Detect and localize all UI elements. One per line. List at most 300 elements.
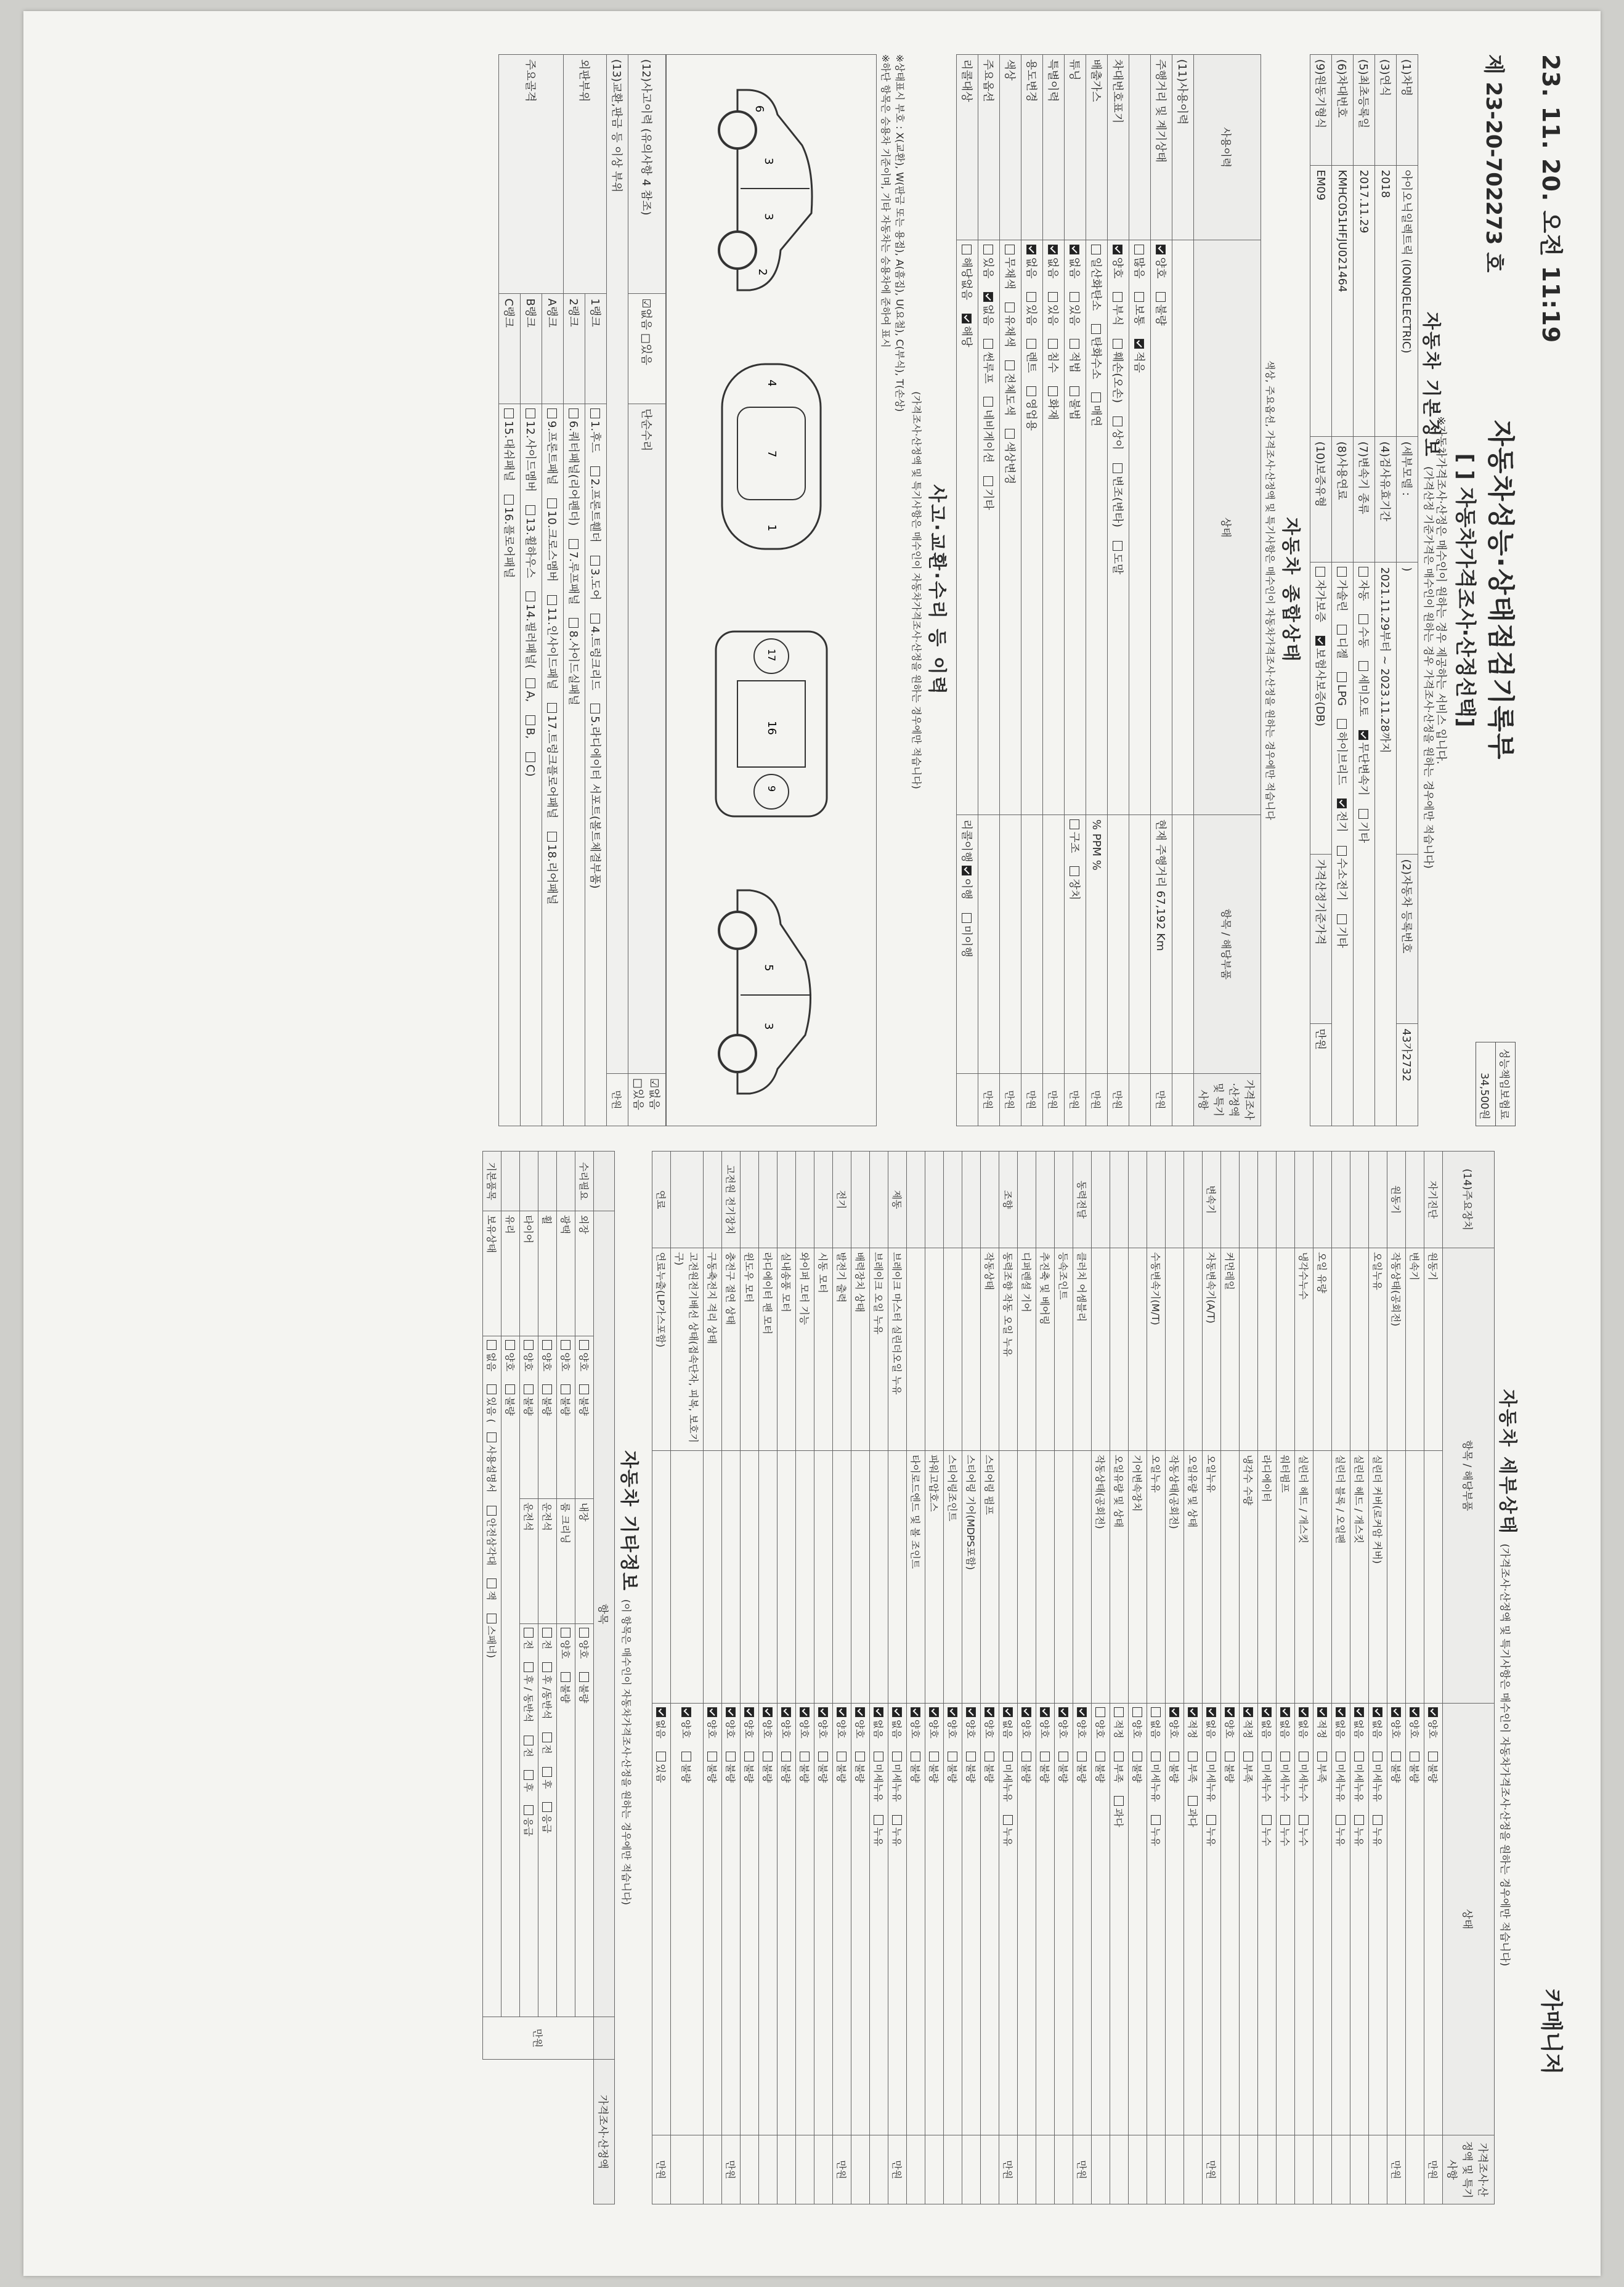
checkbox-unchecked[interactable] bbox=[1280, 1815, 1290, 1825]
detail-category bbox=[1166, 1152, 1184, 1248]
checkbox-unchecked[interactable] bbox=[1315, 567, 1325, 577]
etc-item: 휠 bbox=[538, 1211, 557, 1336]
checkbox-unchecked[interactable] bbox=[590, 556, 600, 566]
checkbox-unchecked[interactable] bbox=[590, 704, 600, 713]
detail-note-value bbox=[1406, 2135, 1424, 2204]
checkbox-checked[interactable] bbox=[1026, 245, 1036, 254]
detail-item bbox=[1092, 1248, 1110, 1451]
checkbox-checked[interactable] bbox=[1077, 1707, 1087, 1717]
detail-category bbox=[777, 1152, 796, 1248]
checkbox-checked[interactable] bbox=[1280, 1707, 1290, 1717]
checkbox-unchecked[interactable] bbox=[542, 1662, 552, 1672]
etc-item: 외장 bbox=[575, 1211, 594, 1336]
detail-item: 변속기 bbox=[1406, 1248, 1424, 1451]
detail-subitem: 워터펌프 bbox=[1277, 1450, 1295, 1703]
part-number-label: 1 bbox=[765, 524, 778, 532]
summary-state: 일산화탄소 탄화수소 매연 bbox=[1086, 240, 1108, 814]
checkbox-unchecked[interactable] bbox=[1336, 1752, 1346, 1761]
checkbox-unchecked[interactable] bbox=[1132, 1707, 1142, 1717]
checkbox-checked[interactable] bbox=[1428, 1707, 1438, 1717]
detail-state: 양호 불량 bbox=[777, 1703, 796, 2135]
checkbox-unchecked[interactable] bbox=[983, 397, 993, 407]
checkbox-unchecked[interactable] bbox=[855, 1752, 865, 1761]
checkbox-unchecked[interactable] bbox=[1410, 1752, 1419, 1761]
detail-subitem bbox=[1424, 1450, 1443, 1703]
basic-info-row bbox=[1397, 55, 1418, 1126]
basic-value-2: 자가보증 보험사보증(DB) bbox=[1310, 563, 1332, 855]
checkbox-checked[interactable] bbox=[962, 314, 972, 323]
etc-state: 양호 불량 bbox=[501, 1336, 520, 2017]
checkbox-unchecked[interactable] bbox=[524, 1384, 534, 1394]
checkbox-unchecked[interactable] bbox=[1134, 245, 1144, 254]
detail-subitem: 실린더 헤드 / 개스킷 bbox=[1295, 1450, 1313, 1703]
detail-item: 자동변속기(A/T) bbox=[1203, 1248, 1221, 1451]
checkbox-unchecked[interactable] bbox=[569, 408, 579, 418]
checkbox-unchecked[interactable] bbox=[1048, 339, 1058, 349]
basic-value-2: ) bbox=[1397, 563, 1418, 855]
checkbox-unchecked[interactable] bbox=[579, 1340, 589, 1350]
checkbox-unchecked[interactable] bbox=[1113, 463, 1123, 473]
checkbox-unchecked[interactable] bbox=[561, 1384, 570, 1394]
checkbox-checked[interactable] bbox=[1134, 339, 1144, 349]
checkbox-unchecked[interactable] bbox=[590, 466, 600, 476]
checkbox-unchecked[interactable] bbox=[1373, 1815, 1382, 1825]
summary-state: 많음 보통 적음 bbox=[1129, 240, 1151, 814]
basic-info-table bbox=[1310, 54, 1418, 1126]
detail-subitem bbox=[1073, 1450, 1092, 1703]
checkbox-checked[interactable] bbox=[911, 1707, 920, 1717]
main-rank-row bbox=[542, 55, 564, 1126]
summary-row bbox=[1172, 55, 1194, 1126]
etc-item-2: 운전석 bbox=[538, 1498, 557, 1623]
summary-state bbox=[1172, 240, 1194, 814]
checkbox-unchecked[interactable] bbox=[524, 1662, 534, 1672]
checkbox-unchecked[interactable] bbox=[892, 1752, 902, 1761]
checkbox-unchecked[interactable] bbox=[744, 1752, 754, 1761]
checkbox-unchecked[interactable] bbox=[1225, 1752, 1235, 1761]
checkbox-unchecked[interactable] bbox=[837, 1752, 847, 1761]
checkbox-unchecked[interactable] bbox=[1026, 339, 1036, 349]
detail-state: 없음 미세누유 누유 bbox=[870, 1703, 888, 2135]
summary-state: 무채색 유채색 전체도색 색상변경 bbox=[1000, 240, 1021, 814]
detail-subitem: 오일유량 및 상태 bbox=[1110, 1450, 1129, 1703]
checkbox-unchecked[interactable] bbox=[763, 1752, 773, 1761]
checkbox-unchecked[interactable] bbox=[542, 1628, 552, 1638]
part-number-label: 17 bbox=[766, 649, 777, 662]
checkbox-unchecked[interactable] bbox=[1358, 567, 1368, 577]
checkbox-checked[interactable] bbox=[763, 1707, 773, 1717]
checkbox-unchecked[interactable] bbox=[524, 1736, 534, 1745]
checkbox-unchecked[interactable] bbox=[1070, 386, 1079, 396]
detail-state: 양호 불량 bbox=[1018, 1703, 1036, 2135]
checkbox-unchecked[interactable] bbox=[1048, 292, 1058, 302]
detail-note-value: 만원 bbox=[1387, 2135, 1406, 2204]
detail-item: 배력장치 상태 bbox=[851, 1248, 870, 1451]
checkbox-checked[interactable] bbox=[1315, 636, 1325, 646]
detail-item: 브레이크 오일 누유 bbox=[870, 1248, 888, 1451]
detail-category: 동력전달 bbox=[1073, 1152, 1092, 1248]
detail-item bbox=[1277, 1248, 1295, 1451]
checkbox-unchecked[interactable] bbox=[1040, 1752, 1050, 1761]
etc-item: 타이어 bbox=[520, 1211, 538, 1336]
summary-detail bbox=[1043, 814, 1065, 1073]
summary-note-value: 만원 bbox=[1065, 1074, 1086, 1126]
checkbox-unchecked[interactable] bbox=[1151, 1815, 1161, 1825]
checkbox-unchecked[interactable] bbox=[1095, 1752, 1105, 1761]
checkbox-unchecked[interactable] bbox=[1070, 292, 1079, 302]
checkbox-unchecked[interactable] bbox=[983, 245, 993, 254]
checkbox-unchecked[interactable] bbox=[726, 1752, 736, 1761]
checkbox-unchecked[interactable] bbox=[590, 614, 600, 624]
car-side-right-diagram bbox=[679, 875, 864, 1109]
checkbox-unchecked[interactable] bbox=[487, 1506, 497, 1516]
detail-state: 양호 불량 bbox=[1406, 1703, 1424, 2135]
checkbox-checked[interactable] bbox=[726, 1707, 736, 1717]
checkbox-unchecked[interactable] bbox=[561, 1340, 570, 1350]
detail-subitem bbox=[870, 1450, 888, 1703]
checkbox-unchecked[interactable] bbox=[1206, 1752, 1216, 1761]
basic-value: 2018 bbox=[1375, 165, 1397, 437]
detail-state: 양호 불량 bbox=[925, 1703, 944, 2135]
checkbox-unchecked[interactable] bbox=[487, 1384, 497, 1394]
checkbox-unchecked[interactable] bbox=[526, 408, 535, 418]
detail-row bbox=[907, 1152, 925, 2204]
checkbox-unchecked[interactable] bbox=[1070, 339, 1079, 349]
checkbox-unchecked[interactable] bbox=[526, 678, 535, 688]
checkbox-unchecked[interactable] bbox=[1188, 1752, 1198, 1761]
checkbox-unchecked[interactable] bbox=[487, 1432, 497, 1442]
checkbox-unchecked[interactable] bbox=[1113, 541, 1123, 551]
checkbox-checked[interactable] bbox=[1358, 730, 1368, 740]
checkbox-unchecked[interactable] bbox=[948, 1752, 957, 1761]
checkbox-checked[interactable] bbox=[983, 292, 993, 302]
summary-detail bbox=[1021, 814, 1043, 1073]
checkbox-unchecked[interactable] bbox=[1070, 866, 1079, 876]
checkbox-checked[interactable] bbox=[1354, 1707, 1364, 1717]
checkbox-unchecked[interactable] bbox=[547, 703, 557, 713]
detail-subitem: 작동상태(공회전) bbox=[1166, 1450, 1184, 1703]
checkbox-checked[interactable] bbox=[985, 1707, 994, 1717]
checkbox-unchecked[interactable] bbox=[962, 913, 972, 923]
checkbox-unchecked[interactable] bbox=[1134, 292, 1144, 302]
detail-row bbox=[1350, 1152, 1369, 2204]
detail-category bbox=[1350, 1152, 1369, 1248]
summary-row bbox=[957, 55, 978, 1126]
checkbox-checked[interactable] bbox=[818, 1707, 828, 1717]
checkbox-checked[interactable] bbox=[1206, 1707, 1216, 1717]
checkbox-unchecked[interactable] bbox=[561, 1672, 570, 1682]
checkbox-unchecked[interactable] bbox=[1026, 292, 1036, 302]
checkbox-unchecked[interactable] bbox=[487, 1340, 497, 1350]
sheet-content bbox=[23, 11, 1601, 2276]
checkbox-checked[interactable] bbox=[1070, 245, 1079, 254]
checkbox-unchecked[interactable] bbox=[1358, 809, 1368, 819]
checkbox-unchecked[interactable] bbox=[526, 715, 535, 725]
summary-note-value: 만원 bbox=[1000, 1074, 1021, 1126]
checkbox-unchecked[interactable] bbox=[1299, 1752, 1309, 1761]
checkbox-unchecked[interactable] bbox=[1113, 292, 1123, 302]
checkbox-unchecked[interactable] bbox=[569, 618, 579, 628]
checkbox-unchecked[interactable] bbox=[1151, 1707, 1161, 1717]
checkbox-unchecked[interactable] bbox=[781, 1752, 791, 1761]
checkbox-unchecked[interactable] bbox=[1337, 719, 1347, 729]
checkbox-unchecked[interactable] bbox=[526, 505, 535, 515]
checkbox-unchecked[interactable] bbox=[985, 1752, 994, 1761]
checkbox-checked[interactable] bbox=[1188, 1707, 1198, 1717]
detail-state: 없음 미세누유 누유 bbox=[1203, 1703, 1221, 2135]
checkbox-checked[interactable] bbox=[1113, 245, 1123, 254]
checkbox-unchecked[interactable] bbox=[579, 1628, 589, 1638]
checkbox-unchecked[interactable] bbox=[1337, 914, 1347, 924]
detail-state: 없음 미세누수 누수 bbox=[1258, 1703, 1277, 2135]
checkbox-unchecked[interactable] bbox=[1262, 1752, 1272, 1761]
checkbox-unchecked[interactable] bbox=[1358, 614, 1368, 624]
checkbox-unchecked[interactable] bbox=[1005, 303, 1015, 312]
checkbox-unchecked[interactable] bbox=[1091, 324, 1101, 334]
checkbox-unchecked[interactable] bbox=[590, 408, 600, 418]
etc-state-2: 전 후 /동반석 전 후 응급 bbox=[538, 1623, 557, 2017]
checkbox-unchecked[interactable] bbox=[1091, 392, 1101, 402]
detail-note-value bbox=[741, 2135, 759, 2204]
detail-state: 양호 불량 bbox=[704, 1703, 722, 2135]
checkbox-unchecked[interactable] bbox=[1206, 1815, 1216, 1825]
checkbox-unchecked[interactable] bbox=[526, 752, 535, 762]
detail-subitem bbox=[888, 1450, 907, 1703]
checkbox-unchecked[interactable] bbox=[1077, 1752, 1087, 1761]
detail-state: 양호 불량 bbox=[741, 1703, 759, 2135]
checkbox-unchecked[interactable] bbox=[542, 1340, 552, 1350]
checkbox-unchecked[interactable] bbox=[962, 245, 972, 254]
checkbox-unchecked[interactable] bbox=[874, 1815, 883, 1825]
checkbox-checked[interactable] bbox=[892, 1707, 902, 1717]
insurance-fee-value: 34,500원 bbox=[1476, 1042, 1496, 1126]
checkbox-unchecked[interactable] bbox=[1132, 1752, 1142, 1761]
checkbox-unchecked[interactable] bbox=[1091, 245, 1101, 254]
summary-detail: % PPM % bbox=[1086, 814, 1108, 1073]
detail-subitem bbox=[704, 1450, 722, 1703]
checkbox-checked[interactable] bbox=[1225, 1707, 1235, 1717]
checkbox-unchecked[interactable] bbox=[1070, 819, 1079, 829]
checkbox-checked[interactable] bbox=[962, 866, 972, 875]
etc-category bbox=[501, 1152, 520, 1211]
checkbox-checked[interactable] bbox=[1169, 1707, 1179, 1717]
checkbox-unchecked[interactable] bbox=[1188, 1796, 1198, 1806]
checkbox-unchecked[interactable] bbox=[1280, 1752, 1290, 1761]
checkbox-checked[interactable] bbox=[800, 1707, 810, 1717]
checkbox-checked[interactable] bbox=[948, 1707, 957, 1717]
checkbox-checked[interactable] bbox=[1003, 1707, 1013, 1717]
detail-subitem: 스티어링 펌프 bbox=[981, 1450, 999, 1703]
checkbox-unchecked[interactable] bbox=[542, 1767, 552, 1777]
checkbox-unchecked[interactable] bbox=[542, 1802, 552, 1812]
detail-header: 가격조사·산정액 및 특기사항 bbox=[1443, 2135, 1495, 2204]
checkbox-unchecked[interactable] bbox=[1337, 672, 1347, 682]
detail-row bbox=[796, 1152, 814, 2204]
checkbox-unchecked[interactable] bbox=[526, 591, 535, 601]
checkbox-unchecked[interactable] bbox=[547, 832, 557, 842]
checkbox-unchecked[interactable] bbox=[1003, 1752, 1013, 1761]
etc-header bbox=[594, 2017, 615, 2060]
checkbox-checked[interactable] bbox=[1317, 1707, 1327, 1717]
checkbox-checked[interactable] bbox=[1048, 245, 1058, 254]
checkbox-unchecked[interactable] bbox=[1337, 567, 1347, 577]
checkbox-unchecked[interactable] bbox=[707, 1752, 717, 1761]
checkbox-unchecked[interactable] bbox=[504, 408, 514, 418]
checkbox-unchecked[interactable] bbox=[1358, 661, 1368, 671]
detail-row bbox=[888, 1152, 907, 2204]
checkbox-unchecked[interactable] bbox=[524, 1805, 534, 1815]
checkbox-checked[interactable] bbox=[656, 1707, 666, 1717]
checkbox-unchecked[interactable] bbox=[579, 1672, 589, 1682]
detail-table bbox=[652, 1151, 1495, 2204]
checkbox-unchecked[interactable] bbox=[487, 1614, 497, 1623]
checkbox-unchecked[interactable] bbox=[1243, 1752, 1253, 1761]
detail-category: 전기 bbox=[833, 1152, 851, 1248]
checkbox-unchecked[interactable] bbox=[1114, 1752, 1124, 1761]
checkbox-checked[interactable] bbox=[707, 1707, 717, 1717]
checkbox-checked[interactable] bbox=[1040, 1707, 1050, 1717]
detail-item: 디퍼렌셜 기어 bbox=[1018, 1248, 1036, 1451]
checkbox-unchecked[interactable] bbox=[1317, 1752, 1327, 1761]
checkbox-unchecked[interactable] bbox=[1354, 1815, 1364, 1825]
checkbox-unchecked[interactable] bbox=[1262, 1815, 1272, 1825]
detail-state: 없음 미세누유 누유 bbox=[1332, 1703, 1350, 2135]
basic-value-3: 만원 bbox=[1310, 1024, 1332, 1126]
checkbox-unchecked[interactable] bbox=[1003, 1815, 1013, 1825]
checkbox-unchecked[interactable] bbox=[1058, 1752, 1068, 1761]
basic-info-row bbox=[1310, 55, 1332, 1126]
checkbox-unchecked[interactable] bbox=[929, 1752, 939, 1761]
etc-state-2: 양호 불량 bbox=[575, 1623, 594, 2017]
summary-state: 양호 부식 훼손(오손) 상이 변조(변타) 도말 bbox=[1108, 240, 1129, 814]
part-number-label: 16 bbox=[765, 721, 778, 736]
checkbox-unchecked[interactable] bbox=[547, 408, 557, 418]
checkbox-unchecked[interactable] bbox=[542, 1384, 552, 1394]
detail-subitem bbox=[1018, 1450, 1036, 1703]
checkbox-checked[interactable] bbox=[1373, 1707, 1382, 1717]
checkbox-checked[interactable] bbox=[874, 1707, 883, 1717]
checkbox-unchecked[interactable] bbox=[1337, 846, 1347, 856]
checkbox-unchecked[interactable] bbox=[561, 1628, 570, 1638]
checkbox-unchecked[interactable] bbox=[1114, 1796, 1124, 1806]
checkbox-unchecked[interactable] bbox=[911, 1752, 920, 1761]
checkbox-unchecked[interactable] bbox=[504, 495, 514, 505]
checkbox-unchecked[interactable] bbox=[818, 1752, 828, 1761]
checkbox-unchecked[interactable] bbox=[800, 1752, 810, 1761]
checkbox-checked[interactable] bbox=[1337, 798, 1347, 808]
checkbox-unchecked[interactable] bbox=[1113, 339, 1123, 349]
checkbox-unchecked[interactable] bbox=[524, 1340, 534, 1350]
detail-state: 양호 불량 bbox=[1129, 1703, 1147, 2135]
checkbox-unchecked[interactable] bbox=[547, 595, 557, 605]
checkbox-unchecked[interactable] bbox=[1113, 416, 1123, 426]
checkbox-checked[interactable] bbox=[1336, 1707, 1346, 1717]
checkbox-unchecked[interactable] bbox=[966, 1752, 976, 1761]
checkbox-unchecked[interactable] bbox=[656, 1752, 666, 1761]
detail-category: 고전원 전기장치 bbox=[722, 1152, 741, 1248]
checkbox-checked[interactable] bbox=[1410, 1707, 1419, 1717]
checkbox-unchecked[interactable] bbox=[1391, 1752, 1401, 1761]
checkbox-unchecked[interactable] bbox=[1354, 1752, 1364, 1761]
etc-item: 유리 bbox=[501, 1211, 520, 1336]
checkbox-unchecked[interactable] bbox=[505, 1340, 515, 1350]
checkbox-unchecked[interactable] bbox=[1005, 245, 1015, 254]
summary-detail bbox=[1129, 814, 1151, 1073]
checkbox-unchecked[interactable] bbox=[505, 1384, 515, 1394]
part-number-label: 6 bbox=[753, 105, 766, 113]
basic-value: 2017.11.29 bbox=[1354, 165, 1375, 437]
checkbox-unchecked[interactable] bbox=[569, 539, 579, 549]
checkbox-unchecked[interactable] bbox=[1151, 1752, 1161, 1761]
detail-row bbox=[1055, 1152, 1073, 2204]
checkbox-unchecked[interactable] bbox=[983, 476, 993, 486]
accident-legend-codes: ※상태표시 부호 : X(교환), W(판금 또는 용접), A(흠집), U(요철), C(부식), T(손상) bbox=[894, 54, 906, 412]
checkbox-unchecked[interactable] bbox=[524, 1770, 534, 1780]
checkbox-unchecked[interactable] bbox=[1005, 429, 1015, 439]
checkbox-checked[interactable] bbox=[1243, 1707, 1253, 1717]
checkbox-checked[interactable] bbox=[1156, 245, 1166, 254]
checkbox-checked[interactable] bbox=[1021, 1707, 1031, 1717]
detail-row bbox=[1184, 1152, 1203, 2204]
summary-row bbox=[1021, 55, 1043, 1126]
checkbox-unchecked[interactable] bbox=[542, 1733, 552, 1742]
detail-subitem: 실린더 블록 / 오일팬 bbox=[1332, 1450, 1350, 1703]
insurance-fee-box bbox=[1476, 1042, 1516, 1126]
checkbox-checked[interactable] bbox=[1262, 1707, 1272, 1717]
detail-state: 없음 미세누수 누수 bbox=[1277, 1703, 1295, 2135]
checkbox-unchecked[interactable] bbox=[1299, 1815, 1309, 1825]
checkbox-unchecked[interactable] bbox=[1156, 292, 1166, 302]
checkbox-unchecked[interactable] bbox=[983, 339, 993, 349]
checkbox-checked[interactable] bbox=[929, 1707, 939, 1717]
outer-rank-row bbox=[585, 55, 607, 1126]
checkbox-unchecked[interactable] bbox=[1428, 1752, 1438, 1761]
checkbox-unchecked[interactable] bbox=[1026, 386, 1036, 396]
checkbox-unchecked[interactable] bbox=[1005, 360, 1015, 370]
checkbox-checked[interactable] bbox=[781, 1707, 791, 1717]
checkbox-unchecked[interactable] bbox=[487, 1578, 497, 1588]
checkbox-unchecked[interactable] bbox=[1373, 1752, 1382, 1761]
summary-label: 배출가스 bbox=[1086, 55, 1108, 240]
etc-item: 광택 bbox=[557, 1211, 575, 1336]
detail-note-value: 만원 bbox=[1073, 2135, 1092, 2204]
checkbox-checked[interactable] bbox=[966, 1707, 976, 1717]
checkbox-unchecked[interactable] bbox=[1114, 1707, 1124, 1717]
checkbox-unchecked[interactable] bbox=[1048, 386, 1058, 396]
checkbox-checked[interactable] bbox=[682, 1707, 692, 1717]
checkbox-checked[interactable] bbox=[837, 1707, 847, 1717]
checkbox-checked[interactable] bbox=[1391, 1707, 1401, 1717]
checkbox-unchecked[interactable] bbox=[1169, 1752, 1179, 1761]
checkbox-checked[interactable] bbox=[1058, 1707, 1068, 1717]
checkbox-unchecked[interactable] bbox=[892, 1815, 902, 1825]
detail-state: 양호 불량 bbox=[981, 1703, 999, 2135]
checkbox-unchecked[interactable] bbox=[579, 1384, 589, 1394]
checkbox-unchecked[interactable] bbox=[524, 1628, 534, 1638]
checkbox-unchecked[interactable] bbox=[547, 498, 557, 508]
checkbox-unchecked[interactable] bbox=[682, 1752, 692, 1761]
detail-note-value bbox=[1092, 2135, 1110, 2204]
detail-category bbox=[1092, 1152, 1110, 1248]
checkbox-unchecked[interactable] bbox=[1337, 625, 1347, 635]
checkbox-unchecked[interactable] bbox=[1095, 1707, 1105, 1717]
checkbox-checked[interactable] bbox=[744, 1707, 754, 1717]
checkbox-checked[interactable] bbox=[855, 1707, 865, 1717]
checkbox-unchecked[interactable] bbox=[1021, 1752, 1031, 1761]
checkbox-unchecked[interactable] bbox=[874, 1752, 883, 1761]
checkbox-unchecked[interactable] bbox=[1336, 1815, 1346, 1825]
checkbox-checked[interactable] bbox=[1299, 1707, 1309, 1717]
